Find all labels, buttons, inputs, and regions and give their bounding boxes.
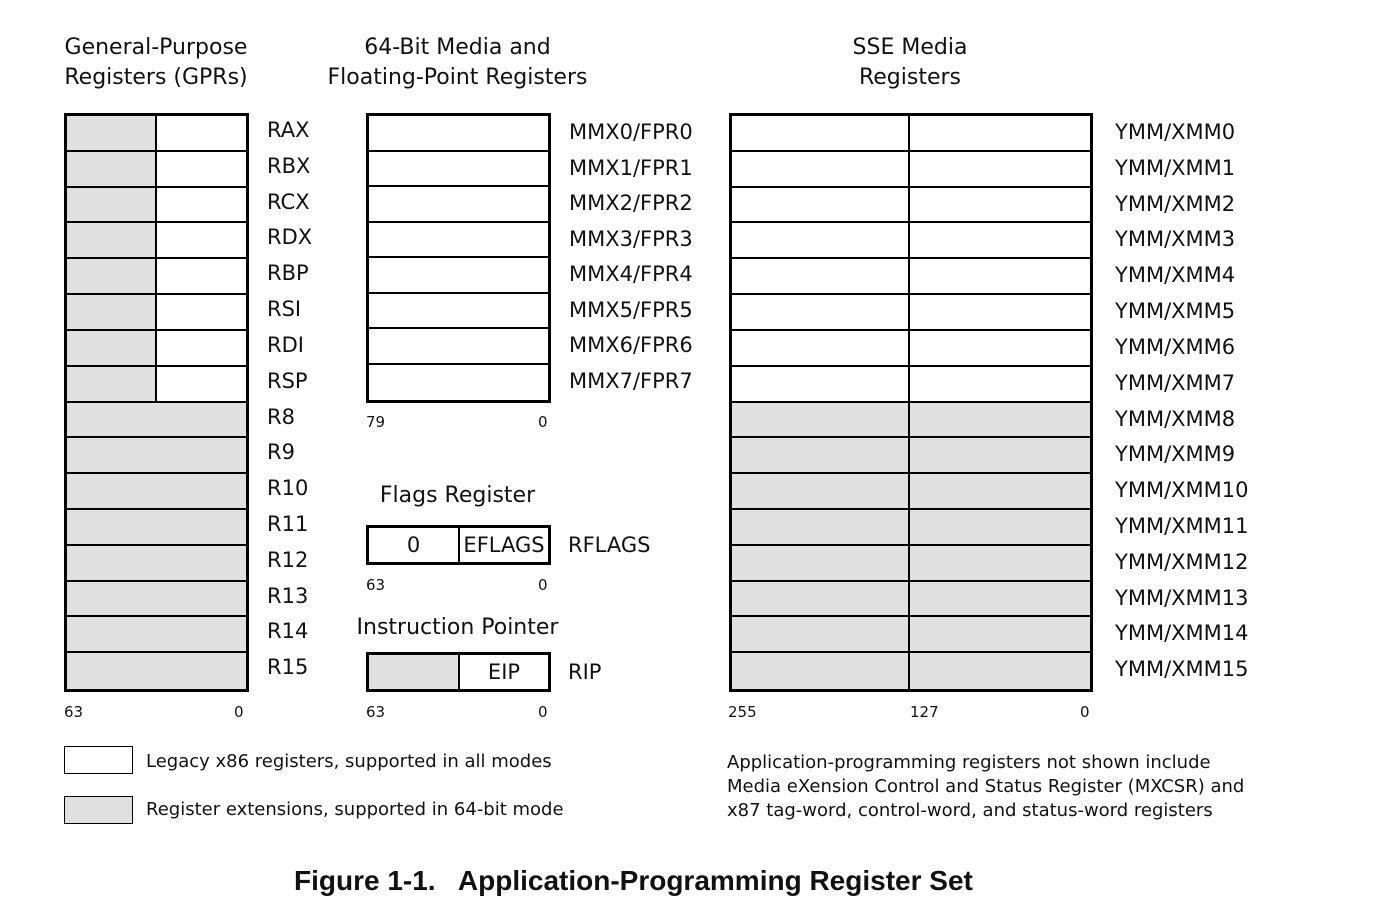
gpr-register-block <box>64 113 249 692</box>
register-name: R12 <box>267 547 309 572</box>
legend-legacy-swatch <box>64 746 133 774</box>
register-name: MMX1/FPR1 <box>569 155 693 180</box>
register-row <box>732 188 1090 224</box>
mmx-bit-high: 79 <box>366 413 386 431</box>
register-row <box>732 474 1090 510</box>
register-row <box>67 617 246 653</box>
register-row <box>67 438 246 474</box>
register-row <box>732 403 1090 439</box>
upper-half <box>67 188 155 222</box>
register-row <box>732 259 1090 295</box>
register-name: YMM/XMM15 <box>1115 657 1249 682</box>
sse-bit-high: 255 <box>728 703 757 721</box>
register-row <box>369 116 548 152</box>
register-row <box>67 367 246 403</box>
gpr-title-line2: Registers (GPRs) <box>64 65 248 90</box>
note-block <box>727 751 1244 823</box>
lower-half <box>157 331 246 365</box>
sse-title-line1: SSE Media <box>852 35 968 60</box>
register-row <box>369 152 548 188</box>
flags-title: Flags Register <box>379 483 536 508</box>
half-divider <box>908 510 910 544</box>
register-name: MMX6/FPR6 <box>569 333 693 357</box>
gpr-bit-low: 0 <box>234 703 244 721</box>
register-row <box>732 582 1090 618</box>
half-divider <box>908 582 910 616</box>
register-row <box>369 258 548 294</box>
half-divider <box>908 223 910 257</box>
register-name: MMX3/FPR3 <box>569 226 693 251</box>
half-divider <box>908 295 910 329</box>
lower-half <box>157 367 246 401</box>
lower-half <box>157 116 246 150</box>
rip-register <box>366 652 551 692</box>
legend-legacy-text: Legacy x86 registers, supported in all modes <box>146 751 552 772</box>
register-name: RCX <box>267 189 310 214</box>
media64-title <box>320 33 595 93</box>
register-row <box>732 116 1090 152</box>
gpr-title <box>40 33 272 93</box>
register-name: RDI <box>267 332 304 357</box>
register-row <box>67 259 246 295</box>
register-name: YMM/XMM11 <box>1115 513 1249 538</box>
mmx-register-block <box>366 113 551 403</box>
register-name: R9 <box>267 440 295 465</box>
register-row <box>732 617 1090 653</box>
sse-register-block <box>729 113 1093 692</box>
register-row <box>732 367 1090 403</box>
legend-extension-swatch <box>64 796 133 824</box>
register-name: RBP <box>267 261 309 286</box>
rip-lower-value: EIP <box>487 660 521 684</box>
register-name: R13 <box>267 583 309 608</box>
upper-half <box>67 223 155 257</box>
register-row <box>369 365 548 401</box>
figure-caption: Figure 1-1. Application-Programming Register Set <box>294 865 973 896</box>
upper-half <box>67 295 155 329</box>
media64-title-line2: Floating-Point Registers <box>327 65 588 90</box>
register-row <box>67 116 246 152</box>
register-row <box>67 653 246 689</box>
register-name: R14 <box>267 619 309 644</box>
upper-half <box>67 152 155 186</box>
register-name: YMM/XMM6 <box>1115 334 1236 359</box>
lower-half <box>157 295 246 329</box>
upper-half <box>67 331 155 365</box>
register-name: YMM/XMM3 <box>1115 227 1236 252</box>
register-name: YMM/XMM14 <box>1115 621 1249 646</box>
half-divider <box>908 152 910 186</box>
register-name: R10 <box>267 476 309 501</box>
register-name: YMM/XMM0 <box>1115 120 1236 144</box>
rflags-register <box>366 525 551 565</box>
half-divider <box>908 438 910 472</box>
register-name: MMX4/FPR4 <box>569 262 693 286</box>
register-row <box>732 546 1090 582</box>
register-row <box>67 152 246 188</box>
register-name: RSP <box>267 368 308 393</box>
half-divider <box>908 116 910 150</box>
register-row <box>732 438 1090 474</box>
register-name: MMX0/FPR0 <box>569 120 693 144</box>
register-name: RDX <box>267 225 313 250</box>
register-row <box>67 403 246 439</box>
register-name: YMM/XMM1 <box>1115 155 1236 180</box>
register-name: YMM/XMM2 <box>1115 191 1236 216</box>
register-name: RSI <box>267 297 302 322</box>
media64-title-line1: 64-Bit Media and <box>364 35 551 60</box>
register-row <box>369 329 548 365</box>
register-name: YMM/XMM10 <box>1115 478 1249 503</box>
lower-half <box>157 152 246 186</box>
lower-half <box>157 188 246 222</box>
register-name: R8 <box>267 404 295 429</box>
note-line2: Media eXension Control and Status Register (MXCSR) and <box>727 776 1245 797</box>
rflags-bit-low: 0 <box>538 576 548 594</box>
register-row <box>369 294 548 330</box>
legend-extension-text: Register extensions, supported in 64-bit mode <box>146 799 564 820</box>
register-row <box>732 510 1090 546</box>
lower-half <box>157 223 246 257</box>
register-name: YMM/XMM5 <box>1115 299 1236 324</box>
gpr-bit-high: 63 <box>64 703 84 721</box>
sse-title-line2: Registers <box>858 65 962 90</box>
rip-upper-half <box>369 655 458 689</box>
register-row <box>732 653 1090 689</box>
register-name: MMX5/FPR5 <box>569 297 693 322</box>
note-line3: x87 tag-word, control-word, and status-word registers <box>727 800 1213 821</box>
rflags-lower-value: EFLAGS <box>463 533 545 557</box>
register-name: YMM/XMM7 <box>1115 370 1236 395</box>
half-divider <box>908 617 910 651</box>
register-row <box>67 510 246 546</box>
register-name: MMX2/FPR2 <box>569 191 693 215</box>
register-name: YMM/XMM4 <box>1115 263 1236 288</box>
register-name: R15 <box>267 655 309 680</box>
note-line1: Application-programming registers not shown include <box>727 752 1211 773</box>
rflags-upper-value: 0 <box>406 533 421 557</box>
half-divider <box>908 653 910 689</box>
rip-bit-high: 63 <box>366 703 386 721</box>
register-row <box>67 582 246 618</box>
register-name: MMX7/FPR7 <box>569 368 693 393</box>
half-divider <box>908 367 910 401</box>
mmx-bit-low: 0 <box>538 413 548 431</box>
lower-half <box>157 259 246 293</box>
sse-title <box>780 33 1040 93</box>
register-name: YMM/XMM9 <box>1115 442 1236 467</box>
register-name: R11 <box>267 511 309 536</box>
upper-half <box>67 259 155 293</box>
sse-bit-low: 0 <box>1080 703 1090 721</box>
register-row <box>369 187 548 223</box>
rip-name: RIP <box>568 660 602 684</box>
register-row <box>67 188 246 224</box>
half-divider <box>908 546 910 580</box>
half-divider <box>908 331 910 365</box>
rflags-bit-high: 63 <box>366 576 386 594</box>
upper-half <box>67 116 155 150</box>
register-row <box>732 223 1090 259</box>
sse-bit-mid: 127 <box>910 703 939 721</box>
ip-title: Instruction Pointer <box>356 615 559 640</box>
register-row <box>67 331 246 367</box>
rflags-name: RFLAGS <box>568 533 651 557</box>
register-row <box>732 152 1090 188</box>
upper-half <box>67 367 155 401</box>
rip-bit-low: 0 <box>538 703 548 721</box>
register-name: YMM/XMM13 <box>1115 585 1249 610</box>
register-name: RAX <box>267 118 310 142</box>
gpr-title-line1: General-Purpose <box>64 35 248 60</box>
half-divider <box>908 403 910 437</box>
half-divider <box>908 474 910 508</box>
register-name: RBX <box>267 153 311 178</box>
register-name: YMM/XMM8 <box>1115 406 1236 431</box>
half-divider <box>908 188 910 222</box>
register-row <box>732 331 1090 367</box>
register-row <box>732 295 1090 331</box>
register-row <box>67 295 246 331</box>
register-name: YMM/XMM12 <box>1115 549 1249 574</box>
register-row <box>67 474 246 510</box>
half-divider <box>908 259 910 293</box>
register-row <box>67 546 246 582</box>
register-row <box>67 223 246 259</box>
register-row <box>369 223 548 259</box>
